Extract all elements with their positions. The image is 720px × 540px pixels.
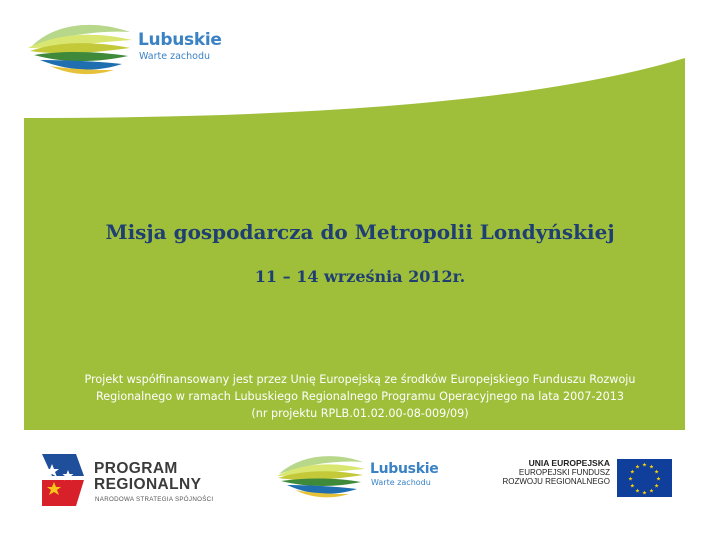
svg-text:★: ★ — [635, 464, 640, 471]
program-regionalny-title — [94, 461, 201, 493]
program-regionalny-title-line: REGIONALNY — [94, 476, 202, 493]
slide-title: Misja gospodarcza do Metropolii Londyńskiej — [105, 220, 615, 244]
svg-text:★: ★ — [654, 483, 660, 490]
eu-fund-line: ROZWOJU REGIONALNEGO — [502, 477, 610, 486]
svg-text:★: ★ — [649, 488, 654, 495]
svg-text:★: ★ — [629, 469, 635, 476]
program-regionalny-emblem-icon — [38, 450, 88, 510]
funding-line: (nr projektu RPLB.01.02.00-08-009/09) — [251, 407, 469, 420]
footer-brand-name: Lubuskie — [370, 461, 439, 477]
brand-name: Lubuskie — [138, 30, 222, 50]
footer-brand-tagline: Warte zachodu — [371, 478, 431, 487]
svg-text:★: ★ — [656, 476, 661, 483]
svg-text:★: ★ — [649, 464, 654, 471]
event-dates: 11 – 14 września 2012r. — [254, 267, 466, 286]
svg-text:★: ★ — [654, 469, 660, 476]
lubuskie-swoosh-icon — [275, 450, 367, 502]
svg-text:★: ★ — [635, 488, 640, 495]
funding-line: Regionalnego w ramach Lubuskiego Regionalnego Programu Operacyjnego na lata 2007-2013 — [95, 390, 624, 403]
svg-text:★: ★ — [628, 476, 633, 483]
svg-text:★: ★ — [642, 490, 647, 497]
svg-text:★: ★ — [642, 462, 647, 469]
program-regionalny-subtitle: NARODOWA STRATEGIA SPÓJNOŚCI — [95, 496, 214, 503]
brand-tagline: Warte zachodu — [139, 51, 211, 62]
eu-fund-line: EUROPEJSKI FUNDUSZ — [518, 468, 610, 477]
program-regionalny-title-line: PROGRAM — [94, 460, 178, 477]
lubuskie-footer-logo — [275, 450, 445, 502]
eu-logo — [478, 459, 678, 501]
eu-text — [502, 459, 610, 486]
eu-title: UNIA EUROPEJSKA — [528, 458, 610, 468]
program-regionalny-logo — [38, 450, 263, 510]
svg-text:★: ★ — [629, 483, 635, 490]
eu-flag-icon — [617, 459, 672, 497]
funding-note — [40, 371, 680, 422]
funding-line: Projekt współfinansowany jest przez Unię Europejską ze środków Europejskiego Funduszu Rozwoju — [84, 373, 636, 386]
